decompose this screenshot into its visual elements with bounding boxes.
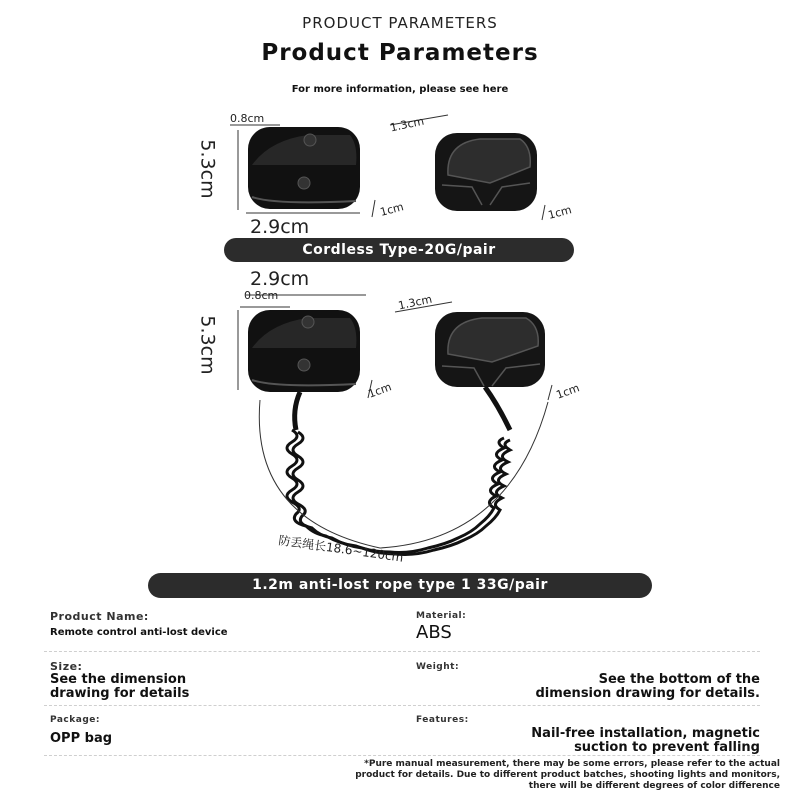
weight-value-line2: dimension drawing for details. <box>535 686 760 701</box>
rope-dim-depth-left-label: 1cm <box>366 380 394 401</box>
features-value <box>416 727 760 755</box>
footnote-line2: product for details. Due to different product batches, shooting lights and monitors, <box>355 770 780 780</box>
weight-value-line1: See the bottom of the <box>598 672 760 687</box>
coiled-rope-shape <box>287 430 510 555</box>
size-label: Size: <box>50 660 83 673</box>
rope-type-label: 1.2m anti-lost rope type 1 33G/pair <box>148 573 652 598</box>
rope-dim-width-label: 2.9cm <box>250 268 310 290</box>
size-value-line2: drawing for details <box>50 686 190 701</box>
dim-depth-right-label: 1cm <box>546 203 574 222</box>
rope-button-shape <box>435 312 545 387</box>
footnote-line3: there will be different degrees of color difference <box>528 781 780 791</box>
cordless-button-shape <box>435 133 537 211</box>
features-value-line1: Nail-free installation, magnetic <box>531 726 760 741</box>
product-name-label: Product Name: <box>50 610 149 623</box>
top-label: PRODUCT PARAMETERS <box>302 14 498 32</box>
rope-dim-height-label: 5.3cm <box>196 315 219 375</box>
cordless-type-label: Cordless Type-20G/pair <box>224 238 574 262</box>
parameters-table <box>44 604 760 754</box>
divider <box>44 755 760 756</box>
divider <box>44 651 760 652</box>
weight-value <box>416 673 760 701</box>
page-subtitle: For more information, please see here <box>291 84 509 95</box>
features-label: Features: <box>416 715 469 725</box>
rope-length-label: 防丢绳长18.6~120cm <box>277 533 405 565</box>
product-name-value: Remote control anti-lost device <box>50 627 228 638</box>
rope-dim-thickness-label: 0.8cm <box>244 289 279 302</box>
package-label: Package: <box>50 715 100 725</box>
rope-holder-shape <box>248 310 360 392</box>
material-value: ABS <box>416 622 452 643</box>
package-value: OPP bag <box>50 731 113 746</box>
divider <box>44 705 760 706</box>
rope-dim-button-label: 1.3cm <box>397 292 434 313</box>
rope-dim-depth-right-label: 1cm <box>554 381 582 402</box>
dim-height-label: 5.3cm <box>196 139 219 199</box>
dim-depth-left-label: 1cm <box>378 200 406 219</box>
footnote-line1: *Pure manual measurement, there may be some errors, please refer to the actual <box>364 759 780 769</box>
weight-label: Weight: <box>416 662 460 672</box>
dim-thickness-label: 0.8cm <box>230 112 265 125</box>
dim-button-label: 1.3cm <box>389 114 426 135</box>
page-title: Product Parameters <box>261 40 539 66</box>
size-value <box>50 673 189 701</box>
cordless-holder-shape <box>248 127 360 209</box>
size-value-line1: See the dimension <box>50 672 187 687</box>
features-value-line2: suction to prevent falling <box>574 740 760 755</box>
material-label: Material: <box>416 611 467 621</box>
rope-product-illustration <box>180 290 620 565</box>
footnote <box>100 759 780 792</box>
dim-width-label: 2.9cm <box>250 216 310 238</box>
